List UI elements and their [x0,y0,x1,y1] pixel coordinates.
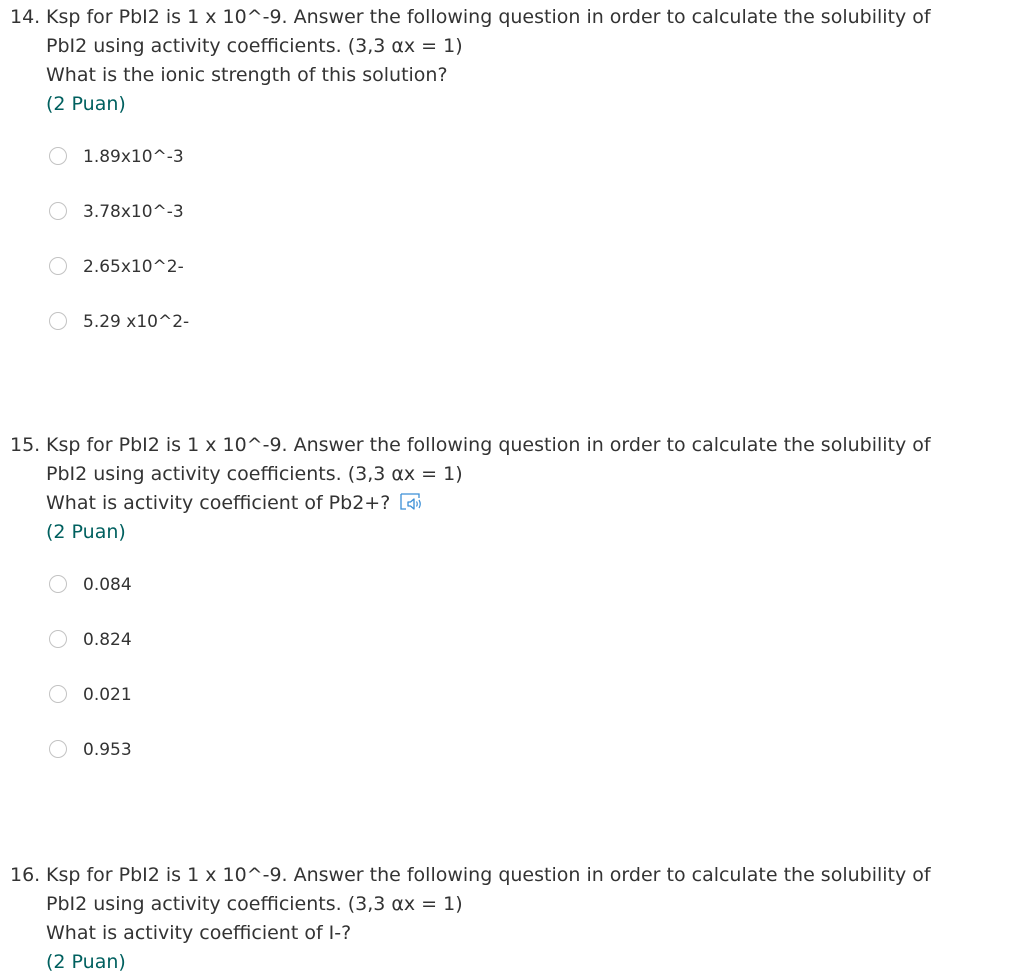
radio-button[interactable] [49,257,67,275]
radio-button[interactable] [49,630,67,648]
question-16 [0,861,1024,977]
question-15 [0,431,1024,795]
question-header [0,431,1024,547]
question-points: (2 Puan) [46,951,126,973]
answer-option[interactable] [0,630,1024,685]
question-text [46,431,1004,518]
radio-button[interactable] [49,575,67,593]
option-label: 0.953 [83,740,132,760]
question-header [0,861,1024,977]
question-points: (2 Puan) [46,521,126,543]
question-number: 16. [10,864,41,886]
option-label: 2.65x10^2- [83,257,184,277]
answer-option[interactable] [0,147,1024,202]
question-points: (2 Puan) [46,93,126,115]
radio-button[interactable] [49,312,67,330]
option-label: 0.021 [83,685,132,705]
question-number: 15. [10,434,41,456]
answer-option[interactable] [0,685,1024,740]
question-text-line: PbI2 using activity coefficients. (3,3 αx = 1) [46,35,463,57]
option-label: 3.78x10^-3 [83,202,184,222]
question-text-line-with-audio [46,489,1004,518]
answer-option[interactable] [0,740,1024,795]
question-text-line: PbI2 using activity coefficients. (3,3 αx = 1) [46,463,463,485]
question-text-line: Ksp for PbI2 is 1 x 10^-9. Answer the following question in order to calculate the solubility of [46,434,931,456]
question-text-line: Ksp for PbI2 is 1 x 10^-9. Answer the following question in order to calculate the solubility of [46,864,931,886]
question-text [46,861,1004,948]
option-label: 0.824 [83,630,132,650]
radio-button[interactable] [49,685,67,703]
answer-options [0,147,1024,367]
question-number: 14. [10,6,41,28]
question-text-line: What is activity coefficient of I-? [46,922,352,944]
radio-button[interactable] [49,147,67,165]
question-text-line: Ksp for PbI2 is 1 x 10^-9. Answer the following question in order to calculate the solubility of [46,6,931,28]
radio-button[interactable] [49,202,67,220]
radio-button[interactable] [49,740,67,758]
question-text [46,3,1004,90]
question-14 [0,3,1024,367]
answer-option[interactable] [0,575,1024,630]
answer-options [0,575,1024,795]
option-label: 1.89x10^-3 [83,147,184,167]
option-label: 5.29 x10^2- [83,312,190,332]
option-label: 0.084 [83,575,132,595]
answer-option[interactable] [0,202,1024,257]
answer-option[interactable] [0,312,1024,367]
question-header [0,3,1024,119]
question-text-line: What is activity coefficient of Pb2+? [46,492,391,514]
immersive-reader-speaker-icon[interactable] [398,492,424,512]
question-text-line: What is the ionic strength of this solution? [46,64,448,86]
answer-option[interactable] [0,257,1024,312]
question-text-line: PbI2 using activity coefficients. (3,3 αx = 1) [46,893,463,915]
